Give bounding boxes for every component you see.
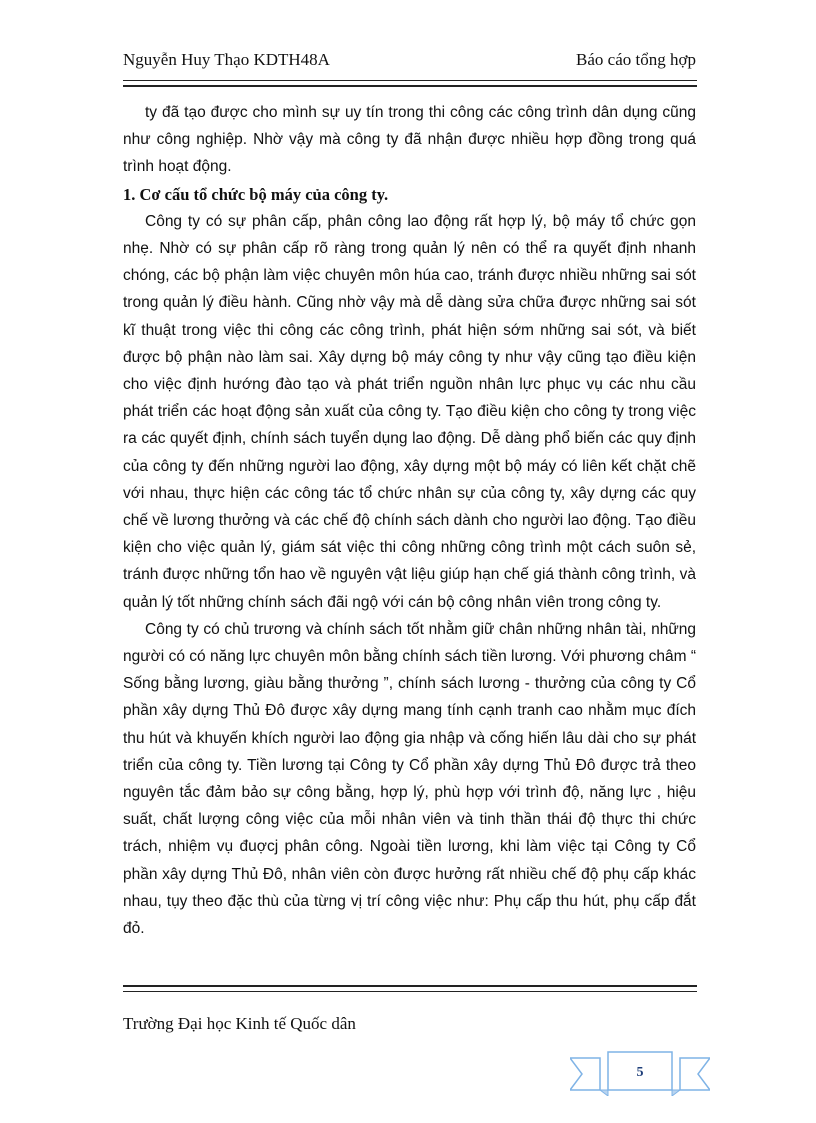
header-author: Nguyễn Huy Thạo KDTH48A <box>123 50 330 69</box>
page-content <box>123 99 696 942</box>
paragraph-organization: Công ty có sự phân cấp, phân công lao động rất hợp lý, bộ máy tổ chức gọn nhẹ. Nhờ có sự phân cấp rõ ràng trong quản lý nên có thể ra quyết định nhanh chóng, các bộ phận làm việc chuyên môn húa cao, tránh được nhiều những sai sót trong quản lý điều hành. Cũng nhờ vậy mà dễ dàng sửa chữa được những sai sót kĩ thuật trong việc thi công các công trình, phát hiện sớm những sai sót, và biết được bộ phận nào làm sai. Xây dựng bộ máy công ty như vậy cũng tạo điều kiện cho việc định hướng đào tạo và phát triển nguồn nhân lực phục vụ các nhu cầu phát triển các hoạt động sản xuất của công ty. Tạo điều kiện cho công ty trong việc ra các quyết định, chính sách tuyển dụng lao động. Dễ dàng phổ biến các quy định của công ty đến những người lao động, xây dựng một bộ máy có liên kết chặt chẽ với nhau, thực hiện các công tác tổ chức nhân sự của công ty, xây dựng các quy chế về lương thưởng và các chế độ chính sách dành cho người lao động. Tạo điều kiện cho việc quản lý, giám sát việc thi công những công trình một cách suôn sẻ, tránh được những tổn hao về nguyên vật liệu giúp hạn chế giá thành công trình, và quản lý tốt những chính sách đãi ngộ với cán bộ công nhân viên trong công ty. <box>123 212 696 611</box>
paragraph-continued: ty đã tạo được cho mình sự uy tín trong thi công các công trình dân dụng cũng như công nghiệp. Nhờ vậy mà công ty đã nhận được nhiều hợp đồng trong quá trình hoạt động. <box>123 104 696 176</box>
footer-university: Trường Đại học Kinh tế Quốc dân <box>123 1014 356 1033</box>
paragraph-salary-policy: Công ty có chủ trương và chính sách tốt nhằm giữ chân những nhân tài, những người có có năng lực chuyên môn bằng chính sách tiền lương. Với phương châm “ Sống bằng lương, giàu bằng thưởng ”, chính sách lương - thưởng của công ty Cổ phần xây dựng Thủ Đô được xây dựng mang tính cạnh tranh cao nhằm mục đích thu hút và khuyến khích người lao động gia nhập và cống hiến lâu dài cho sự phát triển của công ty. Tiền lương tại Công ty Cổ phần xây dựng Thủ Đô được trả theo nguyên tắc đảm bảo sự công bằng, hợp lý, phù hợp với trình độ, năng lực , hiệu suất, chất lượng công việc của mỗi nhân viên và tinh thần thái độ thực thi chức trách, nhiệm vụ đuợcj phân công. Ngoài tiền lương, khi làm việc tại Công ty Cổ phần xây dựng Thủ Đô, nhân viên còn được hưởng rất nhiều chế độ phụ cấp khác nhau, tụy theo đặc thù của từng vị trí công việc như: Phụ cấp thu hút, phụ cấp đắt đỏ. <box>123 620 696 938</box>
section-heading: 1. Cơ cấu tổ chức bộ máy của công ty. <box>123 184 389 204</box>
footer-rule <box>123 985 697 992</box>
header-report-type: Báo cáo tổng hợp <box>576 50 696 69</box>
page-header <box>123 50 696 76</box>
page-number: 5 <box>636 1065 644 1080</box>
page-number-ribbon <box>570 1050 710 1096</box>
header-rule <box>123 80 697 87</box>
